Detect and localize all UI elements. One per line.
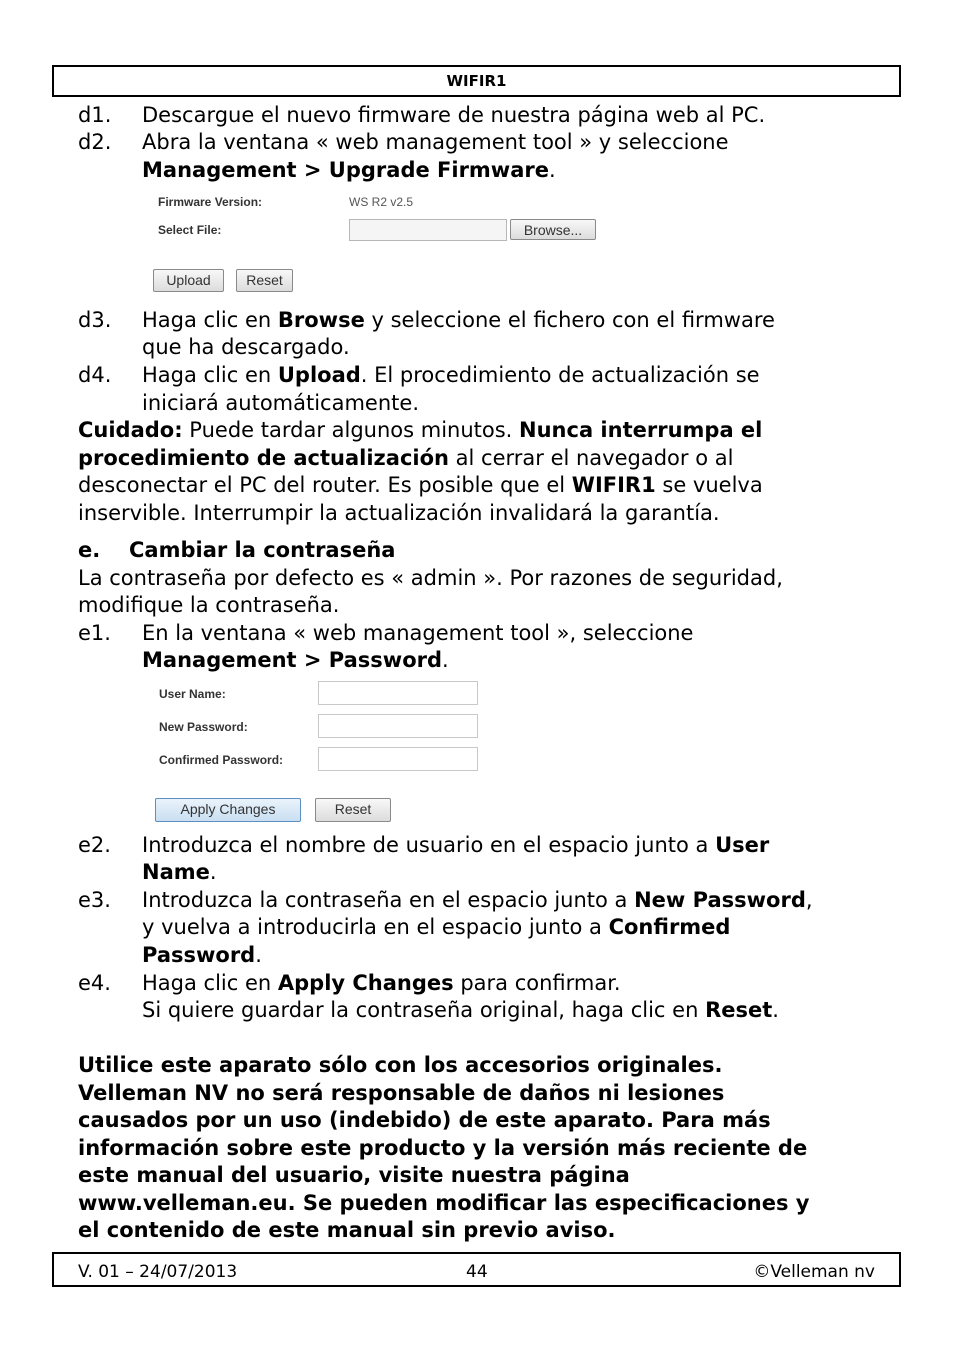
step-e2-text: Introduzca el nombre de usuario en el espacio junto a User [142, 833, 770, 857]
file-path-input[interactable] [349, 219, 507, 241]
document-header [52, 65, 901, 97]
new-password-label: New Password: [159, 720, 248, 734]
footer-version: V. 01 – 24/07/2013 [78, 1262, 238, 1282]
notice-line: Utilice este aparato sólo con los accesorios originales. [78, 1053, 723, 1077]
section-e-title: Cambiar la contraseña [129, 538, 396, 562]
browse-button[interactable]: Browse... [510, 219, 596, 240]
firmware-upgrade-form [140, 185, 620, 300]
caution-line-1: Cuidado: Puede tardar algunos minutos. Nunca interrumpa el [78, 418, 763, 442]
notice-line: el contenido de este manual sin previo aviso. [78, 1218, 616, 1242]
upload-button[interactable]: Upload [153, 269, 224, 292]
step-d2-text: Abra la ventana « web management tool » y seleccione [142, 130, 729, 154]
step-d4-text-cont: iniciará automáticamente. [142, 391, 419, 415]
step-d1-text: Descargue el nuevo firmware de nuestra página web al PC. [142, 103, 766, 127]
password-form [140, 676, 500, 831]
step-d2-menu-path: Management > Upgrade Firmware. [142, 158, 556, 182]
document-footer [52, 1252, 901, 1287]
section-e-intro-1: La contraseña por defecto es « admin ». Por razones de seguridad, [78, 566, 783, 590]
notice-line: www.velleman.eu. Se pueden modificar las especificaciones y [78, 1191, 810, 1215]
confirmed-password-input[interactable] [318, 747, 478, 771]
step-e3-number: e3. [78, 888, 111, 912]
user-name-input[interactable] [318, 681, 478, 705]
step-e3-text-cont: y vuelva a introducirla en el espacio junto a Confirmed [142, 915, 731, 939]
step-d4-text: Haga clic en Upload. El procedimiento de actualización se [142, 363, 760, 387]
step-d3-text-cont: que ha descargado. [142, 335, 350, 359]
step-e1-number: e1. [78, 621, 111, 645]
notice-line: información sobre este producto y la versión más reciente de [78, 1136, 808, 1160]
section-e-intro-2: modifique la contraseña. [78, 593, 340, 617]
firmware-version-label: Firmware Version: [158, 195, 263, 209]
user-name-label: User Name: [159, 687, 226, 701]
step-e3-text: Introduzca la contraseña en el espacio junto a New Password, [142, 888, 813, 912]
new-password-input[interactable] [318, 714, 478, 738]
step-d2-number: d2. [78, 130, 112, 154]
notice-line: causados por un uso (indebido) de este aparato. Para más [78, 1108, 771, 1132]
footer-copyright: ©Velleman nv [753, 1262, 875, 1282]
apply-changes-button[interactable]: Apply Changes [155, 798, 301, 822]
password-reset-button[interactable]: Reset [315, 798, 391, 822]
step-e1-text: En la ventana « web management tool », seleccione [142, 621, 694, 645]
step-e4-text-cont: Si quiere guardar la contraseña original, haga clic en Reset. [142, 998, 779, 1022]
step-e2-number: e2. [78, 833, 111, 857]
step-d3-number: d3. [78, 308, 112, 332]
caution-line-3: desconectar el PC del router. Es posible que el WIFIR1 se vuelva [78, 473, 763, 497]
notice-line: este manual del usuario, visite nuestra página [78, 1163, 630, 1187]
header-title: WIFIR1 [446, 72, 507, 90]
caution-line-4: inservible. Interrumpir la actualización invalidará la garantía. [78, 501, 720, 525]
caution-line-2: procedimiento de actualización al cerrar el navegador o al [78, 446, 734, 470]
step-d4-number: d4. [78, 363, 112, 387]
step-e4-number: e4. [78, 971, 111, 995]
step-e1-menu-path: Management > Password. [142, 648, 449, 672]
step-d1-number: d1. [78, 103, 112, 127]
select-file-label: Select File: [158, 223, 222, 237]
notice-line: Velleman NV no será responsable de daños ni lesiones [78, 1081, 725, 1105]
step-e4-text: Haga clic en Apply Changes para confirmar. [142, 971, 621, 995]
section-e-letter: e. [78, 538, 101, 562]
step-e2-text-cont: Name. [142, 860, 217, 884]
footer-page-number: 44 [466, 1262, 488, 1282]
firmware-reset-button[interactable]: Reset [236, 269, 293, 292]
step-e3-text-end: Password. [142, 943, 262, 967]
firmware-version-value: WS R2 v2.5 [349, 195, 414, 209]
step-d3-text: Haga clic en Browse y seleccione el fichero con el firmware [142, 308, 775, 332]
confirmed-password-label: Confirmed Password: [159, 753, 284, 767]
